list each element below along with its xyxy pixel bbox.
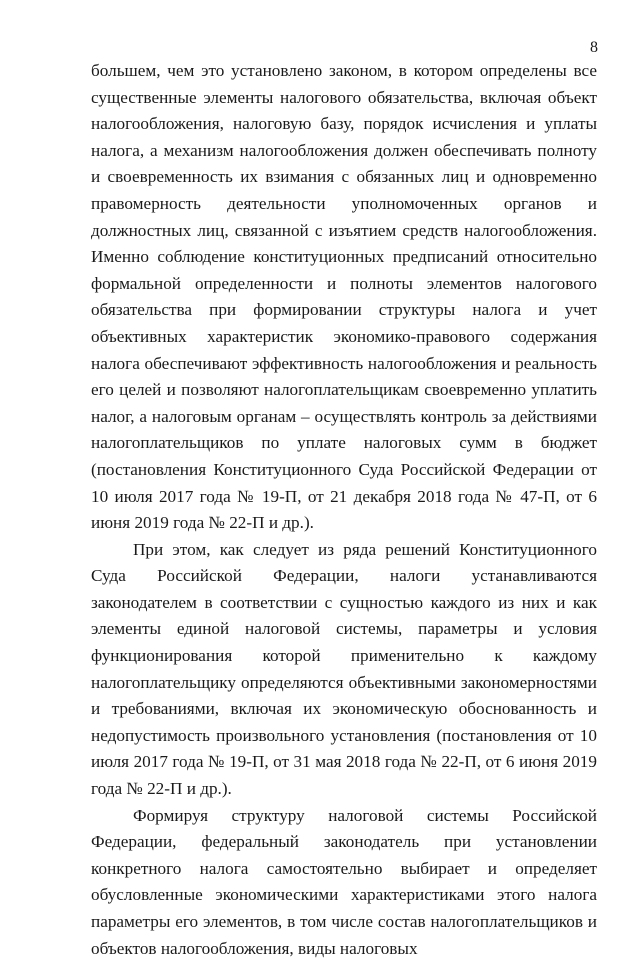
page-number: 8: [590, 39, 598, 56]
paragraph: Формируя структуру налоговой системы Российской Федерации, федеральный законодатель при установлении конкретного налога самостоятельно выбирает и определяет обусловленные экономическими характеристиками этого налога параметры его элементов, в том числе состав налогоплательщиков и объектов налогообложения, виды налоговых: [91, 805, 597, 958]
paragraph: При этом, как следует из ряда решений Конституционного Суда Российской Федерации, налоги устанавливаются законодателем в соответствии с сущностью каждого из них и как элементы единой налоговой системы, параметры и условия функционирования которой применительно к каждому налогоплательщику определяются объективными закономерностями и требованиями, включая их экономическую обоснованность и недопустимость произвольного установления (постановления от 10 июля 2017 года № 19-П, от 31 мая 2018 года № 22-П, от 6 июня 2019 года № 22-П и др.).: [91, 539, 597, 799]
document-body: [91, 58, 597, 962]
paragraph-continued: большем, чем это установлено законом, в котором определены все существенные элементы налогового обязательства, включая объект налогообложения, налоговую базу, порядок исчисления и уплаты налога, а механизм налогообложения должен обеспечивать полноту и своевременность их взимания с обязанных лиц и одновременно правомерность деятельности уполномоченных органов и должностных лиц, связанной с изъятием средств налогообложения. Именно соблюдение конституционных предписаний относительно формальной определенности и полноты элементов налогового обязательства при формировании структуры налога и учет объективных характеристик экономико-правового содержания налога обеспечивают эффективность налогообложения и реальность его целей и позволяют налогоплательщикам своевременно уплатить налог, а налоговым органам – осуществлять контроль за действиями налогоплательщиков по уплате налоговых сумм в бюджет (постановления Конституционного Суда Российской Федерации от 10 июля 2017 года № 19-П, от 21 декабря 2018 года № 47-П, от 6 июня 2019 года № 22-П и др.).: [91, 61, 597, 533]
